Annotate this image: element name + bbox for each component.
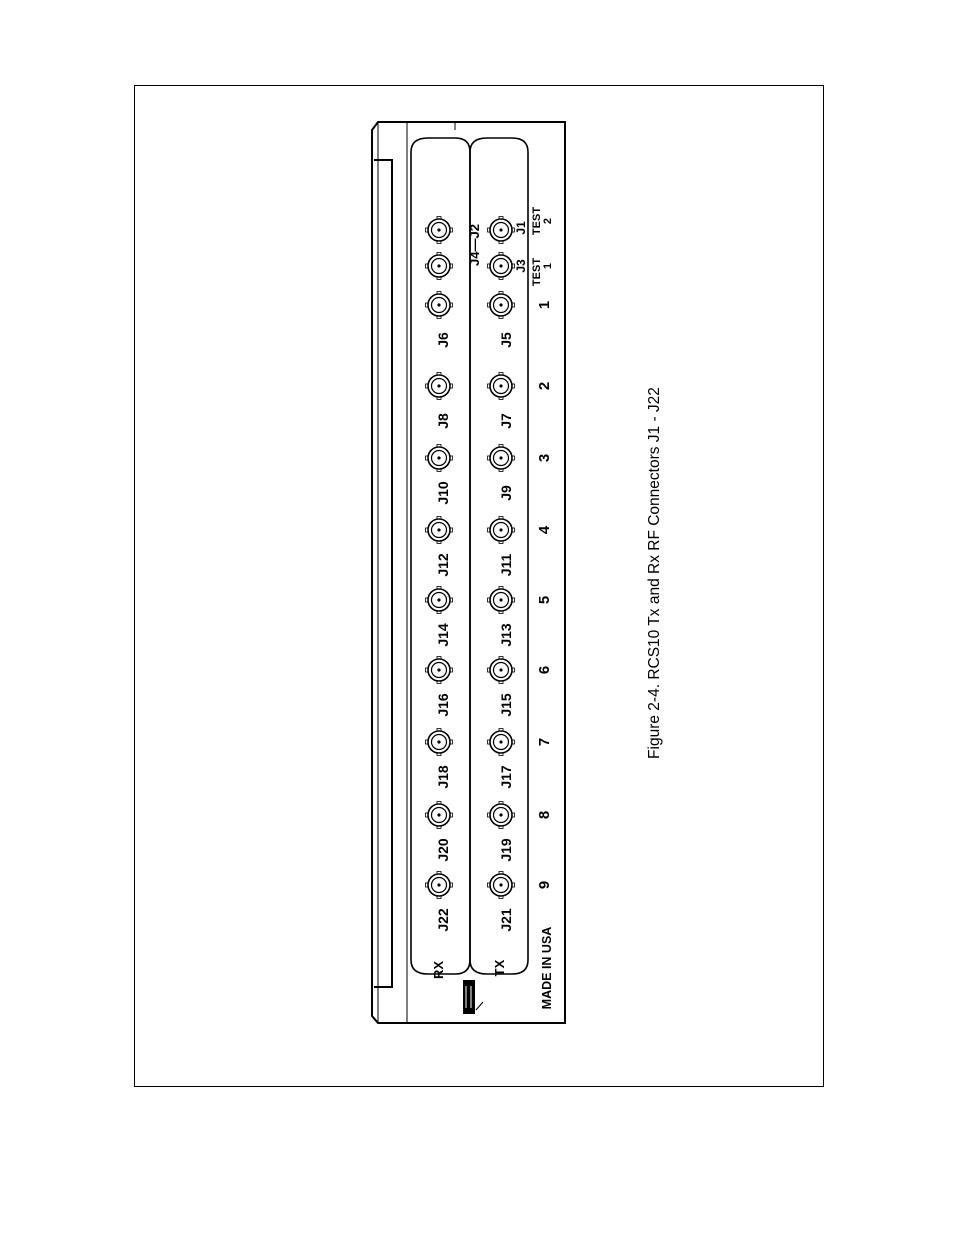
rx-connector-j22 <box>426 872 453 899</box>
rx-connector-j20 <box>426 802 453 829</box>
tx-connector-j17 <box>488 729 515 756</box>
tx-connector-j19 <box>488 802 515 829</box>
j1-label: J1 <box>514 221 528 235</box>
rx-connector-label: J6 <box>435 332 451 348</box>
rx-connector-label: J8 <box>435 413 451 429</box>
rx-connector-j2 <box>426 217 453 244</box>
test2-num: 2 <box>542 217 554 225</box>
test1-num: 1 <box>542 262 554 270</box>
tx-connector-label: J5 <box>498 332 514 348</box>
j4-j2-label: J4—J2 <box>467 224 482 266</box>
id-tag <box>463 980 483 1014</box>
channel-number: 2 <box>536 381 553 391</box>
rx-connector-j18 <box>426 729 453 756</box>
tx-connector-j13 <box>488 587 515 614</box>
tx-connector-j1-test2 <box>488 217 515 244</box>
tx-connector-j11 <box>488 517 515 544</box>
tx-connector-j9 <box>488 445 515 472</box>
tx-connector-label: J15 <box>498 693 514 717</box>
channel-number: 6 <box>536 665 553 675</box>
rx-connector-label: J16 <box>435 693 451 717</box>
test2-word: TEST <box>531 206 543 236</box>
figure-caption: Figure 2-4. RCS10 Tx and Rx RF Connectors J1 - J22 <box>646 387 663 759</box>
rx-connector-label: J18 <box>435 765 451 789</box>
tx-label: TX <box>492 959 507 977</box>
tx-connector-j15 <box>488 657 515 684</box>
rx-connector-label: J12 <box>435 553 451 577</box>
tx-connector-j5 <box>488 292 515 319</box>
j3-label: J3 <box>514 259 528 273</box>
channel-number: 7 <box>536 737 553 747</box>
rx-connector-j12 <box>426 517 453 544</box>
rx-connector-j10 <box>426 445 453 472</box>
tx-connector-label: J7 <box>498 413 514 429</box>
channel-number: 5 <box>536 595 553 605</box>
tx-connector-label: J17 <box>498 765 514 789</box>
rx-connector-j14 <box>426 587 453 614</box>
channel-number: 8 <box>536 810 553 820</box>
channel-number: 4 <box>536 525 553 535</box>
rx-connector-j8 <box>426 373 453 400</box>
channel-number: 1 <box>536 300 553 310</box>
tx-connector-label: J9 <box>498 485 514 501</box>
rx-label: RX <box>431 960 446 980</box>
tx-connector-label: J19 <box>498 838 514 862</box>
tx-connector-label: J11 <box>498 553 514 577</box>
channel-number: 3 <box>536 453 553 463</box>
rx-connector-label: J10 <box>435 481 451 505</box>
tx-connector-j7 <box>488 373 515 400</box>
rx-connector-j6 <box>426 292 453 319</box>
rx-connector-label: J22 <box>435 908 451 932</box>
rx-connector-label: J20 <box>435 838 451 862</box>
rx-connector-j16 <box>426 657 453 684</box>
tx-connector-j3-test1 <box>488 253 515 280</box>
channel-number: 9 <box>536 880 553 890</box>
tx-connector-label: J13 <box>498 623 514 647</box>
test1-word: TEST <box>531 257 543 287</box>
tx-connector-label: J21 <box>498 908 514 932</box>
made-in-label: MADE IN USA <box>540 926 554 1010</box>
rx-connector-j4 <box>426 253 453 280</box>
tx-connector-j21 <box>488 872 515 899</box>
rx-connector-label: J14 <box>435 623 451 647</box>
